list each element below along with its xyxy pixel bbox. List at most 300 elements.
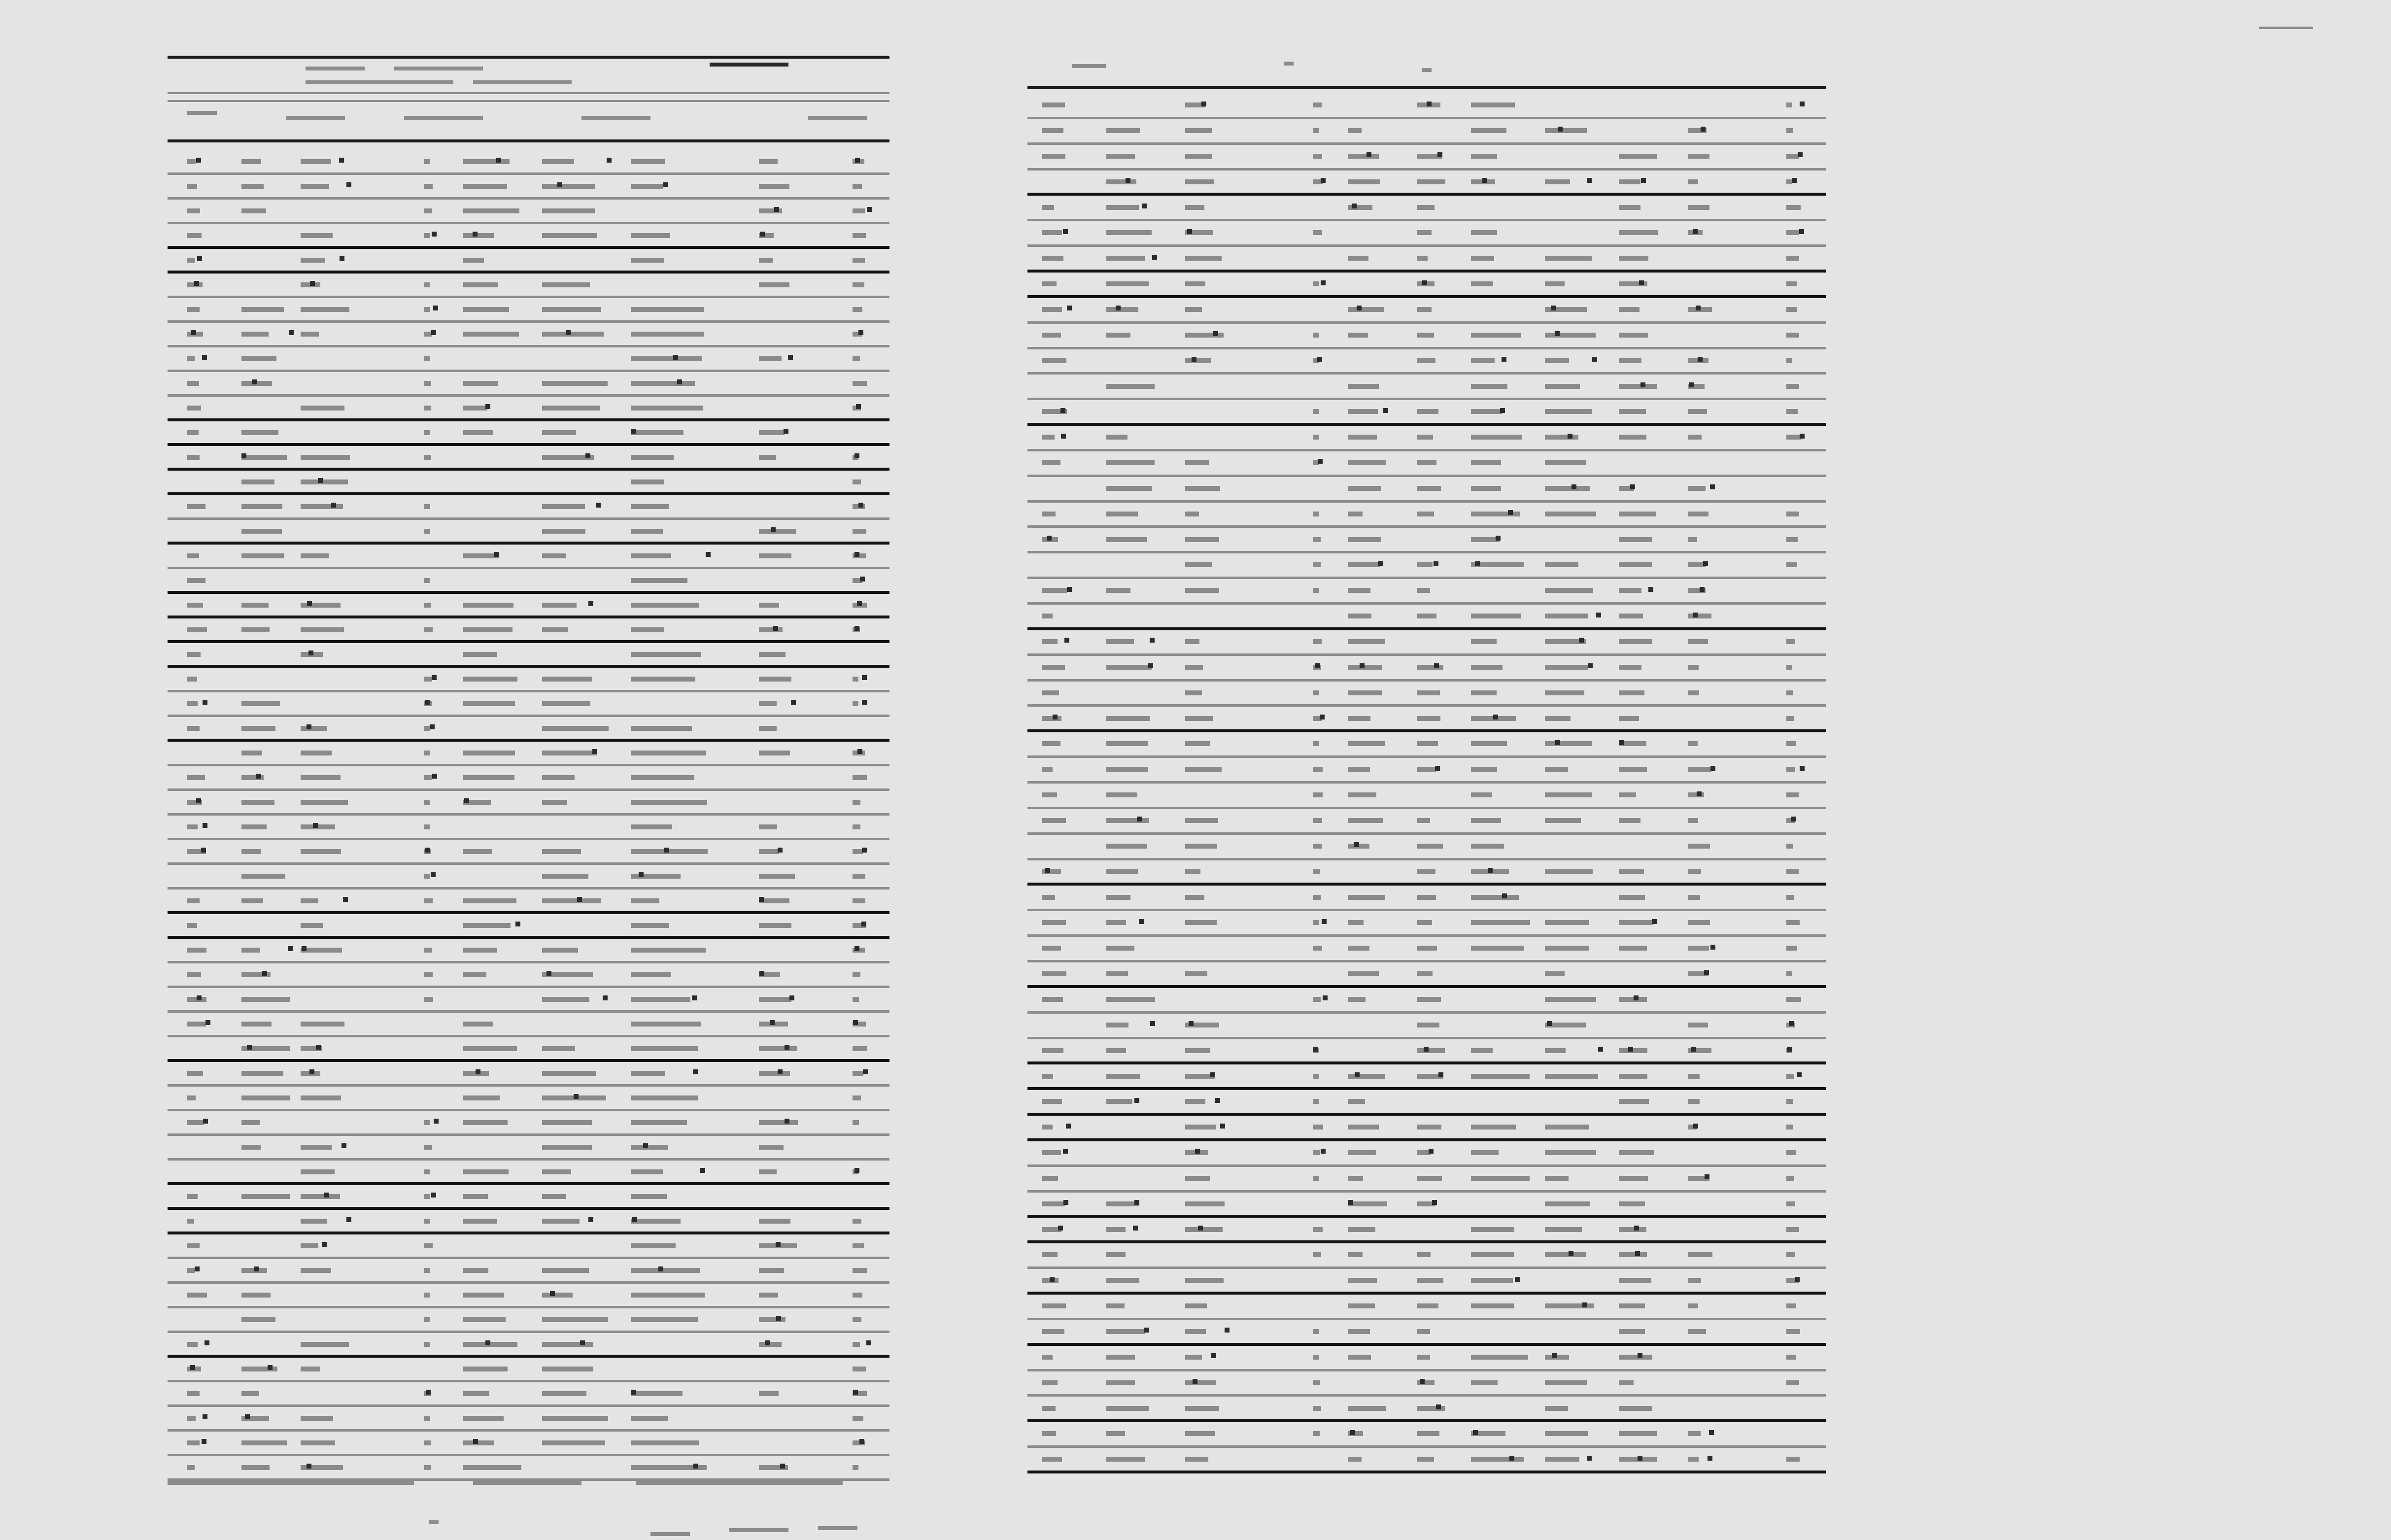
illegible-text — [463, 258, 484, 263]
illegible-text — [1417, 971, 1433, 976]
illegible-mark — [473, 1439, 478, 1444]
table-row — [168, 1062, 889, 1087]
illegible-text — [1313, 792, 1323, 797]
illegible-mark — [430, 724, 435, 729]
illegible-text — [1313, 537, 1321, 542]
illegible-text — [463, 849, 492, 854]
illegible-text — [1688, 1023, 1708, 1027]
illegible-text — [463, 1268, 488, 1273]
illegible-text — [1185, 358, 1211, 363]
illegible-text — [301, 233, 333, 238]
illegible-text — [542, 1293, 573, 1298]
illegible-text — [631, 1317, 698, 1322]
illegible-text — [1042, 614, 1053, 618]
illegible-mark — [1139, 919, 1144, 924]
table-row — [1027, 528, 1826, 553]
illegible-mark — [318, 478, 323, 483]
illegible-text — [631, 874, 681, 879]
illegible-text — [1042, 792, 1057, 797]
illegible-text — [542, 159, 574, 164]
illegible-text — [424, 504, 430, 509]
illegible-text — [853, 1342, 860, 1347]
illegible-text — [1471, 1380, 1498, 1385]
illegible-text — [424, 1145, 432, 1150]
table-row — [168, 397, 889, 421]
illegible-mark — [1691, 1047, 1696, 1052]
illegible-mark — [1150, 1021, 1155, 1026]
table-row — [1027, 145, 1826, 171]
table-row — [168, 249, 889, 274]
illegible-text — [1545, 1431, 1588, 1436]
illegible-mark — [313, 823, 318, 828]
illegible-text — [463, 381, 498, 386]
illegible-mark — [1587, 1456, 1592, 1461]
illegible-text — [1471, 792, 1492, 797]
illegible-text — [1042, 895, 1055, 900]
illegible-text — [1619, 205, 1640, 210]
illegible-mark — [196, 158, 201, 163]
illegible-text — [1106, 1048, 1126, 1053]
illegible-text — [1348, 1125, 1379, 1129]
illegible-text — [424, 282, 430, 287]
illegible-mark — [434, 1119, 439, 1124]
illegible-mark — [1142, 204, 1147, 208]
illegible-mark — [785, 1119, 789, 1124]
illegible-text — [1417, 512, 1434, 516]
illegible-text — [1688, 895, 1700, 900]
illegible-mark — [1551, 306, 1556, 310]
illegible-text — [187, 578, 205, 583]
illegible-text — [759, 1120, 798, 1125]
illegible-text — [424, 1465, 431, 1470]
illegible-text — [187, 627, 207, 632]
illegible-text — [1545, 562, 1578, 567]
illegible-mark — [631, 429, 636, 434]
illegible-text — [759, 824, 777, 829]
illegible-text — [631, 1416, 668, 1421]
illegible-text — [1471, 384, 1507, 389]
illegible-text — [1042, 1355, 1053, 1360]
footnote-mark — [729, 1528, 788, 1532]
illegible-text — [1185, 665, 1203, 670]
illegible-text — [631, 504, 669, 509]
illegible-text — [1545, 1048, 1566, 1053]
illegible-text — [1688, 435, 1702, 440]
illegible-text — [631, 406, 703, 411]
illegible-text — [424, 1169, 430, 1174]
illegible-text — [1786, 741, 1796, 746]
illegible-text — [1786, 792, 1799, 797]
header-text-block — [1072, 64, 1106, 68]
illegible-text — [1417, 1278, 1443, 1283]
table-row — [168, 643, 889, 668]
illegible-mark — [1116, 306, 1121, 310]
table-row — [1027, 784, 1826, 809]
illegible-text — [1545, 358, 1569, 363]
table-row — [168, 963, 889, 988]
illegible-text — [1106, 154, 1135, 159]
illegible-text — [301, 1219, 327, 1224]
table-row — [1027, 860, 1826, 886]
illegible-text — [759, 282, 789, 287]
illegible-text — [1348, 818, 1383, 823]
table-row — [1027, 324, 1826, 349]
illegible-mark — [256, 774, 261, 779]
illegible-mark — [1148, 663, 1153, 668]
illegible-text — [631, 997, 690, 1002]
illegible-text — [853, 824, 860, 829]
illegible-text — [463, 948, 497, 953]
illegible-text — [1786, 1329, 1800, 1334]
illegible-text — [301, 1169, 335, 1174]
illegible-text — [301, 948, 342, 953]
illegible-mark — [1437, 152, 1442, 157]
illegible-text — [187, 307, 200, 312]
illegible-text — [1471, 103, 1515, 107]
table-row — [1027, 349, 1826, 375]
header-text-block — [394, 67, 483, 70]
illegible-text — [1786, 639, 1795, 644]
illegible-mark — [1710, 766, 1715, 771]
table-row — [1027, 682, 1826, 707]
illegible-mark — [1698, 357, 1703, 362]
illegible-mark — [780, 1464, 785, 1469]
illegible-text — [187, 1391, 200, 1396]
illegible-text — [1042, 818, 1066, 823]
illegible-text — [424, 627, 433, 632]
illegible-text — [241, 553, 284, 558]
illegible-text — [1348, 1457, 1362, 1462]
illegible-text — [542, 1416, 608, 1421]
illegible-text — [631, 800, 707, 805]
illegible-mark — [607, 158, 612, 163]
illegible-mark — [1225, 1328, 1230, 1333]
illegible-mark — [1213, 331, 1218, 336]
illegible-mark — [203, 823, 207, 828]
left-page-footer — [168, 1481, 889, 1501]
illegible-text — [631, 1440, 699, 1445]
illegible-text — [1313, 1227, 1323, 1232]
illegible-text — [463, 751, 515, 755]
illegible-text — [424, 430, 430, 435]
illegible-mark — [1063, 1149, 1068, 1154]
illegible-text — [1348, 971, 1379, 976]
illegible-text — [1786, 230, 1799, 235]
row-rule — [1027, 1471, 1826, 1473]
table-row — [1027, 962, 1826, 988]
illegible-text — [187, 406, 201, 411]
illegible-text — [542, 233, 597, 238]
illegible-text — [1545, 1227, 1582, 1232]
illegible-text — [1042, 205, 1054, 210]
illegible-text — [542, 332, 604, 337]
illegible-text — [463, 1391, 489, 1396]
illegible-mark — [1047, 536, 1052, 541]
illegible-text — [631, 455, 674, 460]
illegible-text — [463, 307, 509, 312]
table-row — [168, 766, 889, 791]
table-row — [1027, 298, 1826, 324]
illegible-mark — [1598, 1047, 1603, 1052]
header-text-block — [306, 67, 365, 70]
illegible-text — [853, 1046, 867, 1051]
illegible-text — [542, 381, 608, 386]
illegible-text — [1786, 895, 1794, 900]
illegible-text — [1786, 869, 1799, 874]
illegible-text — [1185, 1278, 1224, 1283]
illegible-text — [1786, 1176, 1794, 1181]
illegible-text — [1348, 1355, 1371, 1360]
illegible-text — [424, 751, 430, 755]
illegible-text — [853, 1219, 861, 1224]
illegible-mark — [1357, 306, 1362, 310]
illegible-text — [1042, 103, 1065, 107]
illegible-mark — [1509, 1456, 1514, 1461]
illegible-text — [853, 849, 863, 854]
table-row — [168, 471, 889, 495]
illegible-text — [1619, 614, 1643, 618]
illegible-text — [1042, 767, 1053, 772]
illegible-text — [853, 1367, 866, 1371]
illegible-mark — [1318, 459, 1323, 464]
illegible-text — [1106, 1457, 1145, 1462]
illegible-text — [463, 652, 497, 657]
table-row — [168, 1382, 889, 1407]
column-header — [187, 111, 217, 115]
illegible-text — [1313, 844, 1322, 849]
illegible-text — [424, 1243, 433, 1248]
illegible-text — [1417, 486, 1441, 491]
illegible-text — [1313, 1355, 1319, 1360]
illegible-text — [463, 553, 499, 558]
illegible-text — [1417, 1150, 1431, 1155]
illegible-text — [1185, 690, 1202, 695]
illegible-text — [1185, 1227, 1223, 1232]
illegible-text — [1471, 614, 1521, 618]
illegible-text — [759, 923, 791, 928]
illegible-text — [463, 208, 519, 213]
illegible-text — [1417, 256, 1428, 261]
table-row — [168, 791, 889, 816]
illegible-mark — [857, 749, 862, 754]
illegible-text — [1619, 537, 1652, 542]
illegible-text — [1417, 409, 1438, 414]
illegible-mark — [1696, 306, 1701, 310]
illegible-text — [187, 430, 199, 435]
illegible-text — [1545, 690, 1584, 695]
illegible-text — [853, 677, 858, 682]
illegible-text — [187, 208, 200, 213]
illegible-text — [1417, 307, 1432, 312]
illegible-mark — [778, 848, 783, 853]
illegible-text — [542, 1342, 593, 1347]
illegible-text — [187, 1440, 200, 1445]
illegible-text — [424, 1440, 431, 1445]
illegible-text — [1786, 512, 1799, 516]
illegible-mark — [1693, 1124, 1698, 1129]
illegible-text — [1042, 281, 1057, 286]
illegible-text — [1619, 767, 1647, 772]
illegible-text — [424, 677, 432, 682]
illegible-text — [542, 726, 609, 731]
table-row — [168, 618, 889, 643]
illegible-text — [1106, 946, 1134, 951]
illegible-text — [1417, 179, 1445, 184]
illegible-text — [187, 1268, 195, 1273]
illegible-text — [424, 1342, 430, 1347]
illegible-text — [424, 972, 433, 977]
illegible-mark — [432, 774, 437, 779]
illegible-text — [853, 208, 865, 213]
illegible-text — [759, 430, 785, 435]
illegible-text — [542, 406, 600, 411]
illegible-mark — [1639, 280, 1644, 285]
illegible-text — [1185, 128, 1212, 133]
column-header — [581, 116, 650, 120]
illegible-mark — [1060, 408, 1065, 413]
illegible-text — [1545, 716, 1571, 721]
illegible-text — [187, 701, 198, 706]
illegible-text — [1348, 333, 1368, 338]
illegible-text — [1786, 716, 1794, 721]
illegible-text — [1348, 716, 1370, 721]
illegible-text — [1313, 1150, 1320, 1155]
illegible-mark — [765, 1340, 770, 1345]
illegible-mark — [433, 306, 438, 310]
illegible-mark — [658, 1266, 663, 1271]
table-row — [168, 1308, 889, 1333]
illegible-mark — [858, 503, 863, 508]
illegible-text — [1042, 512, 1056, 516]
illegible-mark — [1638, 1456, 1642, 1461]
illegible-text — [1619, 1431, 1657, 1436]
illegible-text — [1417, 205, 1435, 210]
table-row — [1027, 605, 1826, 630]
illegible-text — [1042, 1125, 1053, 1129]
illegible-text — [1348, 128, 1362, 133]
illegible-text — [187, 1120, 204, 1125]
illegible-text — [1471, 946, 1524, 951]
illegible-text — [1313, 1380, 1320, 1385]
illegible-mark — [1700, 587, 1705, 592]
illegible-mark — [310, 281, 315, 286]
illegible-text — [759, 677, 791, 682]
illegible-mark — [859, 1439, 864, 1444]
illegible-mark — [1354, 842, 1359, 847]
illegible-text — [1471, 1252, 1514, 1257]
illegible-text — [187, 677, 197, 682]
illegible-text — [853, 1293, 862, 1298]
illegible-text — [301, 1440, 335, 1445]
illegible-text — [1042, 1150, 1061, 1155]
illegible-mark — [1547, 1021, 1552, 1026]
illegible-text — [424, 1268, 430, 1273]
illegible-text — [1471, 1457, 1524, 1462]
table-row — [1027, 1014, 1826, 1039]
illegible-text — [241, 479, 274, 484]
illegible-mark — [631, 1390, 636, 1395]
illegible-text — [759, 159, 778, 164]
illegible-mark — [1555, 331, 1560, 336]
illegible-text — [1688, 920, 1710, 925]
illegible-text — [241, 948, 260, 953]
illegible-text — [301, 307, 349, 312]
illegible-text — [1471, 486, 1501, 491]
illegible-text — [1545, 1201, 1590, 1206]
illegible-text — [1688, 792, 1704, 797]
illegible-mark — [1378, 561, 1383, 566]
illegible-text — [1106, 1303, 1125, 1308]
illegible-text — [424, 529, 430, 534]
illegible-text — [1313, 946, 1322, 951]
illegible-text — [1348, 1329, 1370, 1334]
illegible-text — [241, 430, 278, 435]
illegible-mark — [1710, 945, 1715, 950]
table-row — [168, 1333, 889, 1358]
illegible-mark — [588, 1217, 593, 1222]
illegible-text — [1348, 486, 1381, 491]
illegible-mark — [1693, 229, 1698, 234]
illegible-text — [1106, 1431, 1125, 1436]
illegible-text — [1042, 307, 1062, 312]
illegible-text — [631, 898, 659, 903]
illegible-mark — [854, 946, 859, 951]
illegible-text — [1348, 1303, 1375, 1308]
illegible-text — [1417, 997, 1441, 1002]
illegible-text — [241, 824, 267, 829]
illegible-text — [1471, 1150, 1499, 1155]
illegible-text — [1313, 512, 1319, 516]
illegible-text — [1348, 1227, 1375, 1232]
illegible-text — [1348, 409, 1378, 414]
illegible-text — [1545, 1074, 1598, 1079]
illegible-text — [1471, 1125, 1516, 1129]
illegible-text — [1619, 256, 1648, 261]
illegible-text — [241, 307, 284, 312]
table-row — [1027, 426, 1826, 451]
illegible-text — [1042, 716, 1061, 721]
left-page-header — [168, 52, 889, 155]
illegible-mark — [1045, 868, 1050, 873]
illegible-text — [424, 381, 431, 386]
illegible-text — [1786, 358, 1792, 363]
illegible-text — [1185, 1457, 1208, 1462]
illegible-text — [187, 652, 201, 657]
illegible-text — [1185, 1406, 1219, 1411]
illegible-text — [1348, 537, 1381, 542]
illegible-mark — [588, 601, 593, 606]
illegible-text — [1348, 512, 1363, 516]
illegible-text — [1106, 792, 1137, 797]
table-row — [168, 372, 889, 397]
illegible-text — [1688, 614, 1711, 618]
illegible-text — [1619, 307, 1640, 312]
illegible-text — [631, 332, 704, 337]
illegible-text — [1619, 1227, 1646, 1232]
illegible-text — [1417, 614, 1436, 618]
illegible-text — [1185, 1355, 1202, 1360]
illegible-mark — [197, 995, 202, 1000]
illegible-mark — [195, 1266, 200, 1271]
table-row — [1027, 196, 1826, 221]
illegible-text — [1185, 716, 1213, 721]
illegible-mark — [866, 1340, 871, 1345]
table-row — [1027, 553, 1826, 579]
illegible-text — [463, 1169, 509, 1174]
illegible-text — [631, 1095, 698, 1100]
illegible-text — [1471, 895, 1519, 900]
illegible-text — [1786, 435, 1801, 440]
